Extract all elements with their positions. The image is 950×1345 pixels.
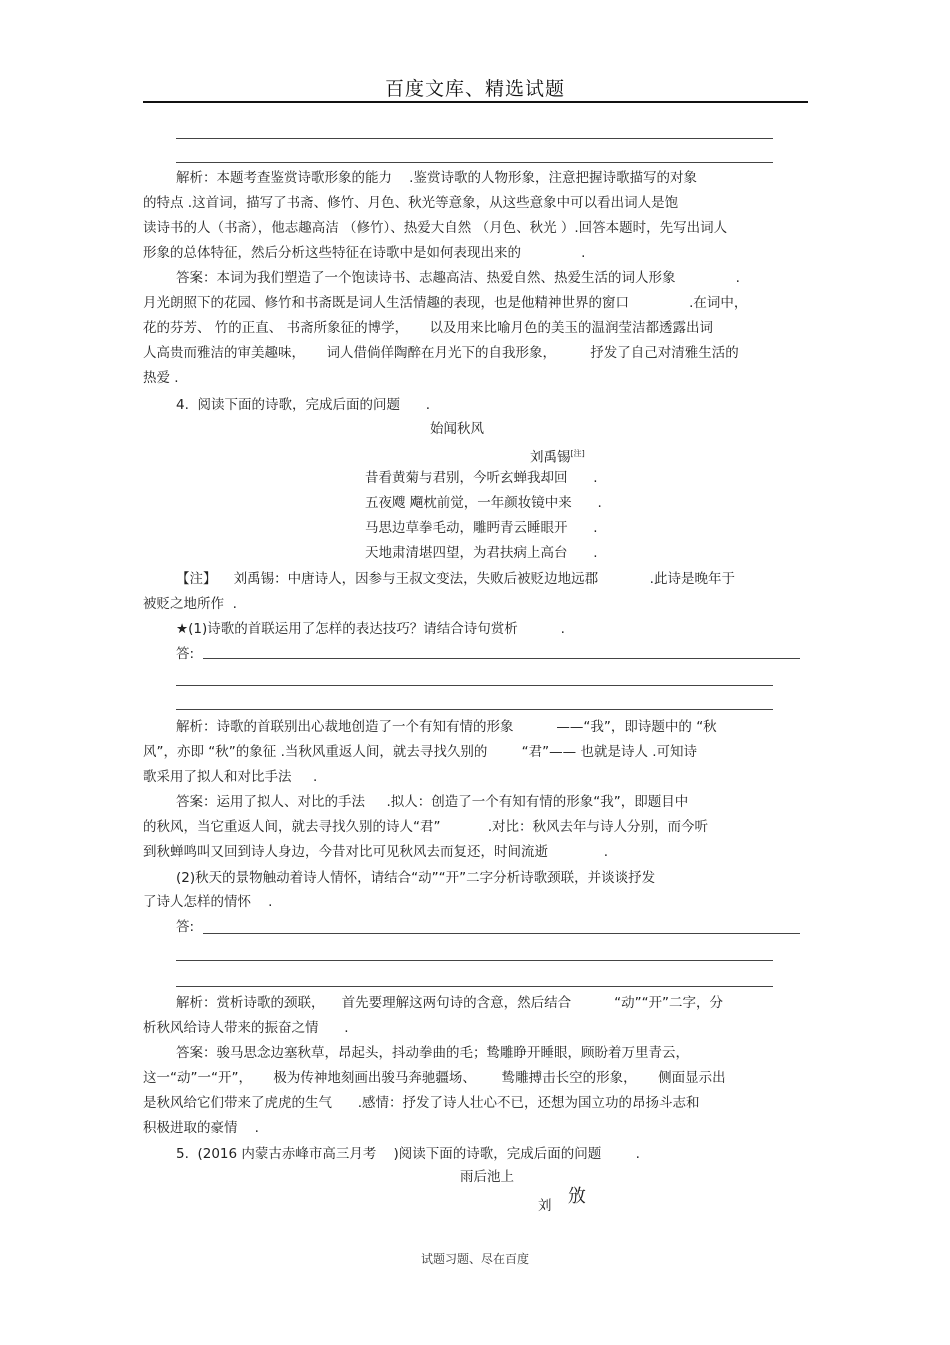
q4-sub2-question: 了诗人怎样的情怀 . — [143, 894, 273, 910]
q4-sub2-answer: 是秋风给它们带来了虎虎的生气 .感情：抒发了诗人壮心不已，还想为国立功的昂扬斗志和 — [143, 1095, 700, 1111]
page-header-title: 百度文库、精选试题 — [384, 78, 565, 100]
poem-note: 【注】 刘禹锡：中唐诗人，因参与王叔文变法，失败后被贬边地远郡 .此诗是晚年于 — [176, 571, 735, 587]
q4-sub2-answer: 积极进取的豪情 . — [143, 1120, 259, 1136]
q5-author-given: 攽 — [568, 1186, 586, 1207]
q4-sub1-analysis: 风”，亦即 “秋”的象征 .当秋风重返人间，就去寻找久别的 “君”—— 也就是诗人 .可知诗 — [143, 744, 698, 760]
q5-author-surname: 刘 — [538, 1198, 552, 1214]
poem-line: 天地肃清堪四望，为君扶病上高台 . — [365, 545, 598, 561]
q4-sub1-answer: 到秋蝉鸣叫又回到诗人身边，今昔对比可见秋风去而复还，时间流逝 . — [143, 844, 609, 860]
q4-sub1-analysis: 解析：诗歌的首联别出心裁地创造了一个有知有情的形象 ——“我”，即诗题中的 “秋 — [176, 719, 717, 735]
answer-line — [203, 658, 800, 659]
q4-sub1-answer: 答案：运用了拟人、对比的手法 .拟人：创造了一个有知有情的形象“我”，即题目中 — [176, 794, 689, 810]
q3-answer-line: 答案：本词为我们塑造了一个饱读诗书、志趣高洁、热爱自然、热爱生活的词人形象 . — [176, 270, 740, 286]
poem-note: 被贬之地所作 . — [143, 596, 237, 612]
q3-answer-line: 热爱 . — [143, 370, 179, 386]
q4-sub2-answer: 这一“动”一“开”， 极为传神地刻画出骏马奔驰疆场、 鸷雕搏击长空的形象， 侧面显示出 — [143, 1070, 726, 1086]
poem-author — [530, 445, 585, 467]
q3-answer-line: 花的芬芳、 竹的正直、 书斋所象征的博学， 以及用来比喻月色的美玉的温润莹洁都透露出词 — [143, 320, 714, 336]
q4-stem: 4. 阅读下面的诗歌，完成后面的问题 . — [176, 397, 431, 413]
answer-label: 答: — [176, 919, 195, 935]
q4-sub1-analysis: 歌采用了拟人和对比手法 . — [143, 769, 318, 785]
poem-line: 马思边草拳毛动，雕眄青云睡眼开 . — [365, 520, 598, 536]
q4-sub2-answer: 答案：骏马思念边塞秋草，昂起头，抖动拳曲的毛；鸷雕睁开睡眼，顾盼着万里青云， — [176, 1045, 689, 1061]
q3-analysis-line: 的特点 .这首词，描写了书斋、修竹、月色、秋光等意象，从这些意象中可以看出词人是饱 — [143, 195, 679, 211]
q4-sub2-analysis: 析秋风给诗人带来的振奋之情 . — [143, 1020, 349, 1036]
q5-poem-title: 雨后池上 — [460, 1169, 514, 1185]
q3-analysis-line: 读诗书的人（书斋），他志趣高洁 （修竹）、热爱大自然 （月色、秋光 ）.回答本题时，先写出词人 — [143, 220, 728, 236]
answer-line — [176, 709, 773, 710]
q3-analysis-line: 形象的总体特征，然后分析这些特征在诗歌中是如何表现出来的 . — [143, 245, 586, 261]
answer-line — [176, 960, 773, 961]
answer-line — [176, 986, 773, 987]
poem-title: 始闻秋风 — [430, 421, 484, 437]
answer-line — [176, 685, 773, 686]
q5-stem: 5. (2016 内蒙古赤峰市高三月考 )阅读下面的诗歌，完成后面的问题 . — [176, 1146, 640, 1162]
answer-label: 答: — [176, 646, 195, 662]
header-divider — [143, 101, 808, 103]
poem-line: 昔看黄菊与君别，今听玄蝉我却回 . — [365, 470, 598, 486]
q3-answer-line: 月光朗照下的花园、修竹和书斋既是词人生活情趣的表现，也是他精神世界的窗口 .在词中， — [143, 295, 748, 311]
poem-note-mark: [注] — [570, 449, 585, 458]
page-footer: 试题习题、尽在百度 — [420, 1252, 529, 1266]
answer-line — [176, 162, 773, 163]
q4-sub2-question: (2)秋天的景物触动着诗人情怀，请结合“动”“开”二字分析诗歌颈联，并谈谈抒发 — [176, 870, 656, 886]
poem-author-name: 刘禹锡 — [530, 449, 571, 466]
q4-sub2-analysis: 解析：赏析诗歌的颈联， 首先要理解这两句诗的含意，然后结合 “动”“开”二字，分 — [176, 995, 724, 1011]
q4-sub1-answer: 的秋风，当它重返人间，就去寻找久别的诗人“君” .对比：秋风去年与诗人分别，而今听 — [143, 819, 708, 835]
poem-line: 五夜飕 飗枕前觉，一年颜妆镜中来 . — [365, 495, 602, 511]
q3-analysis-line: 解析：本题考查鉴赏诗歌形象的能力 .鉴赏诗歌的人物形象，注意把握诗歌描写的对象 — [176, 170, 697, 186]
answer-line — [203, 933, 800, 934]
q4-sub1-question: ★(1)诗歌的首联运用了怎样的表达技巧？请结合诗句赏析 . — [176, 621, 565, 637]
q3-answer-line: 人高贵而雅洁的审美趣味， 词人借倘佯陶醉在月光下的自我形象， 抒发了自己对清雅生活的 — [143, 345, 739, 361]
answer-line — [176, 138, 773, 139]
